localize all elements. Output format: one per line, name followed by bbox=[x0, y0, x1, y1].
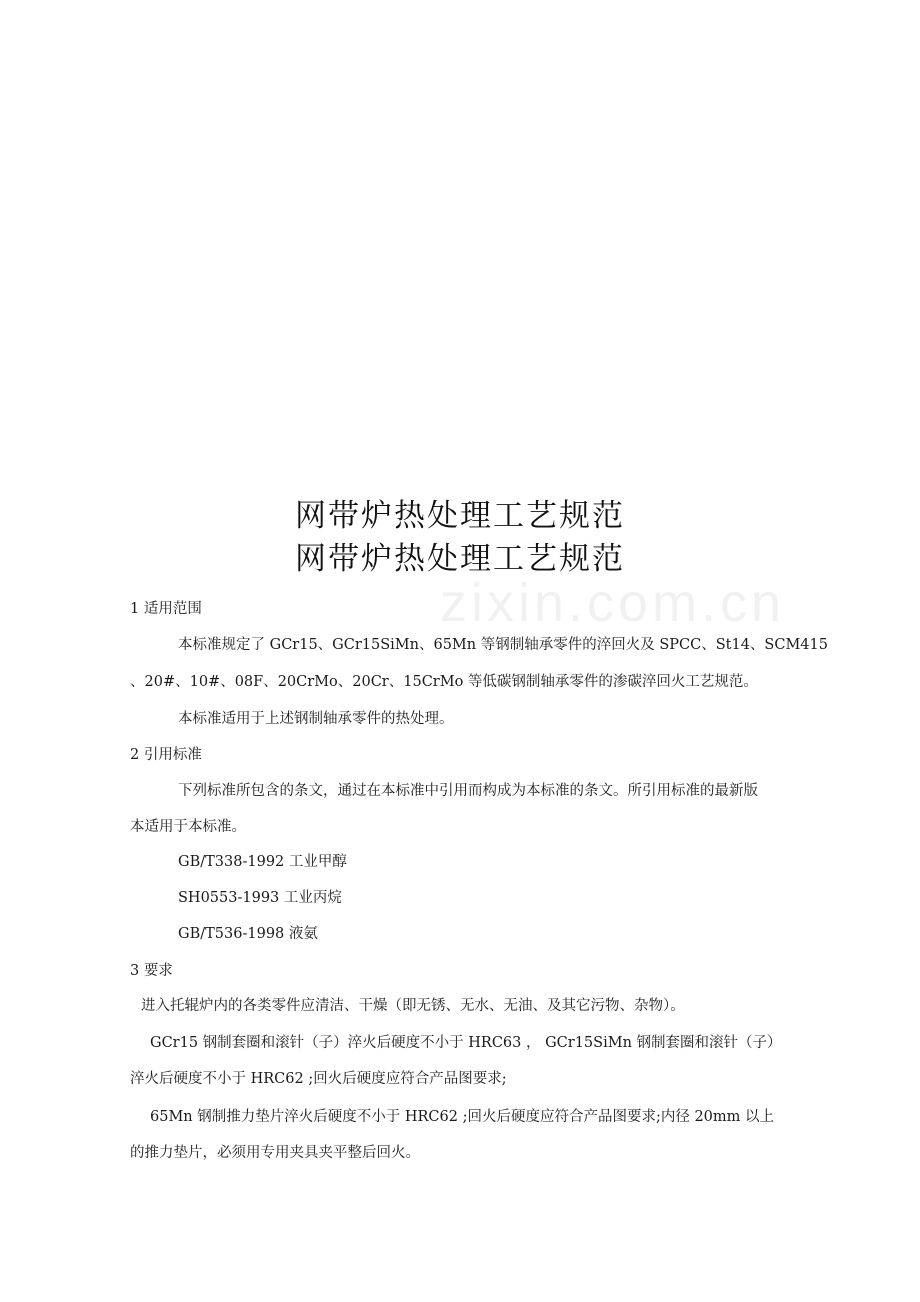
section-3-paragraph-1: 进入托辊炉内的各类零件应清洁、干燥（即无锈、无水、无油、及其它污物、杂物）。 bbox=[141, 998, 685, 1014]
section-3-paragraph-2-line-1: GCr15 钢制套圈和滚针（子）淬火后硬度不小于 HRC63 ， GCr15SiMn 钢制套圈和滚针（子） bbox=[150, 1035, 782, 1051]
section-3-heading: 3 要求 bbox=[130, 963, 173, 979]
section-3-paragraph-3-line-1: 65Mn 钢制推力垫片淬火后硬度不小于 HRC62 ;回火后硬度应符合产品图要求;内径 20mm 以上 bbox=[150, 1109, 775, 1125]
document-title-repeat: 网带炉热处理工艺规范 bbox=[295, 541, 625, 577]
standard-item: GB/T536-1998 液氨 bbox=[178, 926, 318, 942]
section-2-heading: 2 引用标准 bbox=[130, 747, 202, 763]
section-3-paragraph-2-line-2: 淬火后硬度不小于 HRC62 ;回火后硬度应符合产品图要求; bbox=[130, 1071, 507, 1087]
section-1-paragraph-1-line-2: 、20#、10#、08F、20CrMo、20Cr、15CrMo 等低碳钢制轴承零件的渗碳淬回火工艺规范。 bbox=[130, 674, 758, 690]
section-3-paragraph-3-line-2: 的推力垫片，必须用专用夹具夹平整后回火。 bbox=[130, 1145, 420, 1161]
section-1-paragraph-2: 本标准适用于上述钢制轴承零件的热处理。 bbox=[178, 711, 454, 727]
standard-item: GB/T338-1992 工业甲醇 bbox=[178, 854, 347, 870]
section-2-paragraph-line-1: 下列标准所包含的条文，通过在本标准中引用而构成为本标准的条文。所引用标准的最新版 bbox=[178, 783, 758, 799]
section-1-paragraph-1-line-1: 本标准规定了 GCr15、GCr15SiMn、65Mn 等钢制轴承零件的淬回火及 SPCC、St14、SCM415 bbox=[178, 637, 828, 653]
section-1-heading: 1 适用范围 bbox=[130, 601, 202, 617]
watermark: zixin.com.cn bbox=[440, 573, 786, 633]
document-title: 网带炉热处理工艺规范 bbox=[295, 498, 625, 534]
section-2-paragraph-line-2: 本适用于本标准。 bbox=[130, 819, 246, 835]
standard-item: SH0553-1993 工业丙烷 bbox=[178, 890, 342, 906]
